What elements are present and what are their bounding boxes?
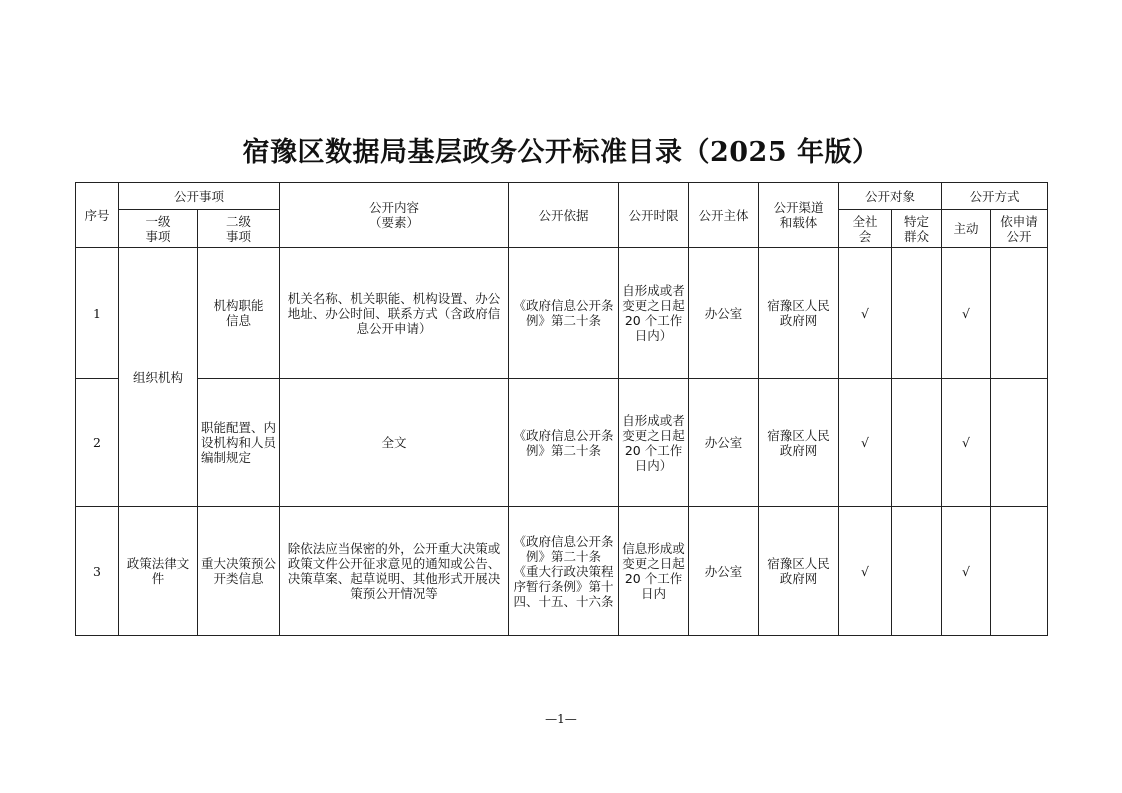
header-level2: 二级 事项 bbox=[198, 210, 280, 248]
row-subject: 办公室 bbox=[689, 507, 759, 636]
row-level2: 职能配置、内设机构和人员编制规定 bbox=[198, 379, 280, 507]
header-audience-specific: 特定 群众 bbox=[892, 210, 942, 248]
header-method-group: 公开方式 bbox=[942, 183, 1048, 210]
row-channel: 宿豫区人民政府网 bbox=[759, 507, 839, 636]
row-subject: 办公室 bbox=[689, 379, 759, 507]
row-content: 除依法应当保密的外，公开重大决策或政策文件公开征求意见的通知或公告、决策草案、起草说明、其他形式开展决策预公开情况等 bbox=[280, 507, 509, 636]
header-seq: 序号 bbox=[76, 183, 119, 248]
row-time-limit: 自形成或者变更之日起 20 个工作日内） bbox=[619, 248, 689, 379]
header-items-group: 公开事项 bbox=[119, 183, 280, 210]
header-method-active: 主动 bbox=[942, 210, 991, 248]
row-basis: 《政府信息公开条例》第二十条 bbox=[509, 379, 619, 507]
header-content: 公开内容 （要素） bbox=[280, 183, 509, 248]
header-time-limit: 公开时限 bbox=[619, 183, 689, 248]
row-method-active: √ bbox=[942, 248, 991, 379]
row-subject: 办公室 bbox=[689, 248, 759, 379]
row-time-limit: 信息形成或变更之日起 20 个工作日内 bbox=[619, 507, 689, 636]
row-method-active: √ bbox=[942, 379, 991, 507]
row-seq: 1 bbox=[76, 248, 119, 379]
row-audience-specific bbox=[892, 379, 942, 507]
row-time-limit: 自形成或者变更之日起 20 个工作日内） bbox=[619, 379, 689, 507]
row-level1: 政策法律文件 bbox=[119, 507, 198, 636]
row-level1: 组织机构 bbox=[119, 248, 198, 507]
row-audience-all: √ bbox=[839, 248, 892, 379]
row-channel: 宿豫区人民政府网 bbox=[759, 248, 839, 379]
row-level2: 重大决策预公开类信息 bbox=[198, 507, 280, 636]
header-basis: 公开依据 bbox=[509, 183, 619, 248]
row-method-active: √ bbox=[942, 507, 991, 636]
header-audience-all: 全社 会 bbox=[839, 210, 892, 248]
row-audience-all: √ bbox=[839, 507, 892, 636]
row-seq: 2 bbox=[76, 379, 119, 507]
row-content: 全文 bbox=[280, 379, 509, 507]
row-content: 机关名称、机关职能、机构设置、办公地址、办公时间、联系方式（含政府信息公开申请） bbox=[280, 248, 509, 379]
table-row bbox=[76, 379, 1048, 507]
header-level1: 一级 事项 bbox=[119, 210, 198, 248]
row-audience-specific bbox=[892, 248, 942, 379]
row-basis: 《政府信息公开条例》第二十条 《重大行政决策程序暂行条例》第十四、十五、十六条 bbox=[509, 507, 619, 636]
header-row-1 bbox=[76, 183, 1048, 210]
table-row bbox=[76, 248, 1048, 379]
table-row bbox=[76, 507, 1048, 636]
row-seq: 3 bbox=[76, 507, 119, 636]
row-level2: 机构职能 信息 bbox=[198, 248, 280, 379]
row-method-request bbox=[991, 248, 1048, 379]
row-audience-specific bbox=[892, 507, 942, 636]
row-method-request bbox=[991, 379, 1048, 507]
page-number: —1— bbox=[545, 712, 577, 726]
header-subject: 公开主体 bbox=[689, 183, 759, 248]
row-basis: 《政府信息公开条例》第二十条 bbox=[509, 248, 619, 379]
row-method-request bbox=[991, 507, 1048, 636]
header-channel: 公开渠道 和载体 bbox=[759, 183, 839, 248]
row-audience-all: √ bbox=[839, 379, 892, 507]
disclosure-catalog-table bbox=[75, 182, 1048, 636]
document-title: 宿豫区数据局基层政务公开标准目录（2025 年版） bbox=[242, 137, 880, 168]
header-method-request: 依申请 公开 bbox=[991, 210, 1048, 248]
header-audience-group: 公开对象 bbox=[839, 183, 942, 210]
row-channel: 宿豫区人民政府网 bbox=[759, 379, 839, 507]
